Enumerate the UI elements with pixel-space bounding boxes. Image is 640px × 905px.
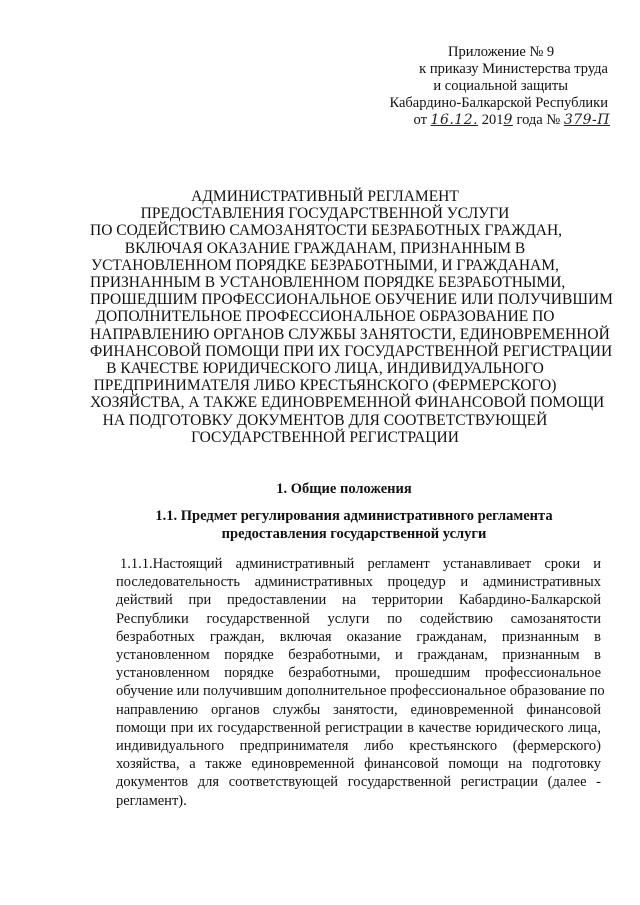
paragraph-line: обучение или получившим дополнительное профессиональное образование по [116,683,605,700]
paragraph-line: Республики государственной услуги по содействию самозанятости [116,610,601,627]
handwritten-order-number: 379-П [563,112,610,128]
paragraph-line: индивидуального предпринимателя либо крестьянского (фермерского) [116,738,601,755]
paragraph-line: безработных граждан, включая оказание гражданам, признанным в [116,628,601,645]
handwritten-year-digit: 9 [503,112,513,128]
handwritten-date: 16.12. [430,112,479,128]
paragraph-line: действий при предоставлении на территории Кабардино-Балкарской [116,592,601,609]
section-heading: 1. Общие положения [276,481,412,497]
order-date-line [360,112,610,129]
paragraph-line: помощи при их государственной регистрации в качестве юридического лица, [116,719,601,736]
title-line: НАПРАВЛЕНИЮ ОРГАНОВ СЛУЖБЫ ЗАНЯТОСТИ, ЕДИНОВРЕМЕННОЙ [90,325,610,343]
subsection-heading-line: 1.1. Предмет регулирования административного регламента [155,508,553,524]
paragraph-line: направлению органов службы занятости, единовременной финансовой [116,701,601,718]
title-line: ПРИЗНАННЫМ В УСТАНОВЛЕННОМ ПОРЯДКЕ БЕЗРАБОТНЫМИ, [90,274,566,292]
appendix-number: Приложение № 9 [448,44,555,60]
title-line: ХОЗЯЙСТВА, А ТАКЖЕ ЕДИНОВРЕМЕННОЙ ФИНАНСОВОЙ ПОМОЩИ [90,394,605,412]
paragraph-line: установленном порядке безработными, прошедшим профессиональное [116,665,601,682]
paragraph-line: установленном порядке безработными, и гражданам, признанным в [116,647,601,664]
paragraph-line: последовательность административных процедур и административных [116,574,601,591]
title-line: ГОСУДАРСТВЕННОЙ РЕГИСТРАЦИИ [191,428,459,446]
order-reference: к приказу Министерства труда [419,61,608,77]
title-line: ПРЕДПРИНИМАТЕЛЯ ЛИБО КРЕСТЬЯНСКОГО (ФЕРМЕРСКОГО) [93,377,557,395]
title-line: В КАЧЕСТВЕ ЮРИДИЧЕСКОГО ЛИЦА, ИНДИВИДУАЛЬНОГО [106,360,544,378]
title-line: ПРОШЕДШИМ ПРОФЕССИОНАЛЬНОЕ ОБУЧЕНИЕ ИЛИ ПОЛУЧИВШИМ [90,291,613,309]
title-line: АДМИНИСТРАТИВНЫЙ РЕГЛАМЕНТ [191,188,459,205]
title-line: ДОПОЛНИТЕЛЬНОЕ ПРОФЕССИОНАЛЬНОЕ ОБРАЗОВАНИЕ ПО [95,308,555,326]
subsection-heading-line: предоставления государственной услуги [221,526,487,542]
title-line: ПРЕДОСТАВЛЕНИЯ ГОСУДАРСТВЕННОЙ УСЛУГИ [140,205,510,223]
title-line: УСТАНОВЛЕННОМ ПОРЯДКЕ БЕЗРАБОТНЫМИ, И ГРАЖДАНАМ, [91,256,559,274]
subsection-heading [34,507,640,543]
title-line: НА ПОДГОТОВКУ ДОКУМЕНТОВ ДЛЯ СООТВЕТСТВУЮЩЕЙ [102,411,548,429]
order-number-label: года № [516,112,561,128]
paragraph-line: документов для соответствующей государственной регистрации (далее - [116,774,601,791]
title-line: ПО СОДЕЙСТВИЮ САМОЗАНЯТОСТИ БЕЗРАБОТНЫХ ГРАЖДАН, [90,222,563,240]
title-line: ФИНАНСОВОЙ ПОМОЩИ ПРИ ИХ ГОСУДАРСТВЕННОЙ РЕГИСТРАЦИИ [90,342,613,360]
republic-name: Кабардино-Балкарской Республики [389,95,608,111]
date-prefix: от [413,112,427,128]
paragraph-line: 1.1.1.Настоящий административный регламент устанавливает сроки и [120,556,601,572]
year-prefix: 201 [481,112,504,128]
paragraph-line: регламент). [116,792,187,809]
title-line: ВКЛЮЧАЯ ОКАЗАНИЕ ГРАЖДАНАМ, ПРИЗНАННЫМ В [124,239,526,257]
ministry-continuation: и социальной защиты [433,78,568,94]
approval-block [360,44,610,129]
document-title [90,188,613,446]
paragraph-1-1-1 [116,555,605,810]
paragraph-line: хозяйства, а также единовременной финансовой помощи на подготовку [116,756,601,773]
